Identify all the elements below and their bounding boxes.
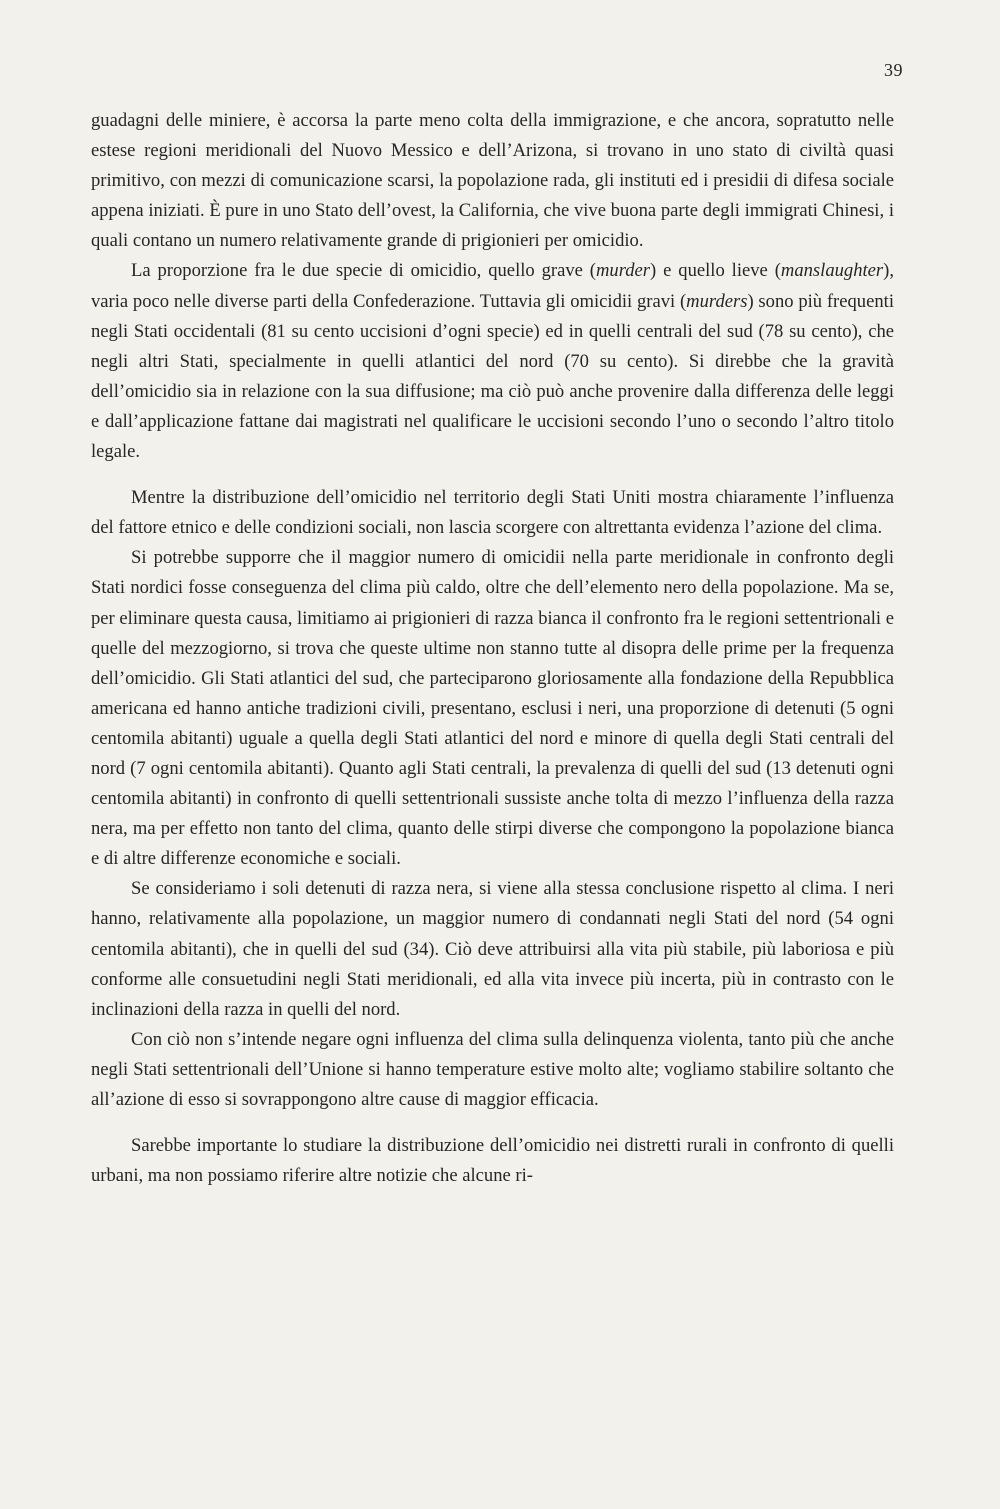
paragraph-text-segment: ), varia poco nelle diverse parti della Confederazione. Tuttavia gli omicidii gravi ( [91, 260, 895, 312]
body-text [91, 106, 894, 1191]
paragraph-text-segment: ) sono più frequenti negli Stati occidentali (81 su cento uccisioni d’ogni specie) ed in quelli centrali del sud (78 su cento), che negli altri Stati, specialmente in quelli atlantici del nord (70 su cento). Si direbbe che la gravità dell’omicidio sia in relazione con la sua diffusione; ma ciò può anche provenire dalla differenza delle leggi e dall’applicazione fattane dai magistrati nel qualificare le uccisioni secondo l’uno o secondo l’altro titolo legale. [91, 290, 894, 463]
italic-term-murders: murders [686, 290, 748, 312]
italic-term-manslaughter: manslaughter [780, 260, 884, 282]
paragraph-climate-influence: Con ciò non s’intende negare ogni influenza del clima sulla delinquenza violenta, tanto più che anche negli Stati settentrionali dell’Unione si hanno temperature estive molto alte; vogliamo stabilire soltanto che all’azione di esso si sovrappongono altre cause di maggior efficacia. [91, 1028, 894, 1110]
paragraph-white-prisoners: Si potrebbe supporre che il maggior numero di omicidii nella parte meridionale in confronto degli Stati nordici fosse conseguenza del clima più caldo, oltre che dell’elemento nero della popolazione. Ma se, per eliminare questa causa, limitiamo ai prigionieri di razza bianca il confronto fra le regioni settentrionali e quelle del mezzogiorno, si trova che queste ultime non stanno tutte al disopra delle prime per la frequenza dell’omicidio. Gli Stati atlantici del sud, che parteciparono gloriosamente alla fondazione della Repubblica americana ed hanno antiche tradizioni civili, presentano, esclusi i neri, una proporzione di detenuti (5 ogni centomila abitanti) uguale a quella degli Stati atlantici del nord e minore di quella degli Stati centrali del nord (7 ogni centomila abitanti). Quanto agli Stati centrali, la prevalenza di quelli del sud (13 detenuti ogni centomila abitanti) in confronto di quelli settentrionali sussiste anche tolta di mezzo l’influenza della razza nera, ma per effetto non tanto del clima, quanto delle stirpi diverse che compongono la popolazione bianca e di altre differenze economiche e sociali. [91, 547, 894, 870]
page-number: 39 [884, 60, 903, 80]
paragraph-homicide-types [91, 256, 894, 467]
italic-term-murder: murder [595, 260, 651, 282]
paragraph-text-segment: La proporzione fra le due specie di omicidio, quello grave ( [131, 260, 596, 282]
paragraph-continuation: guadagni delle miniere, è accorsa la parte meno colta della immigrazione, e che ancora, sopratutto nelle estese regioni meridionali del Nuovo Messico e dell’Arizona, si trovano in uno stato di civiltà quasi primitivo, con mezzi di comunicazione scarsi, la popolazione rada, gli instituti ed i presidii di difesa sociale appena iniziati. È pure in uno Stato dell’ovest, la California, che vive buona parte degli immigrati Chinesi, i quali contano un numero relativamente grande di prigionieri per omicidio. [91, 110, 894, 252]
paragraph-climate-intro: Mentre la distribuzione dell’omicidio nel territorio degli Stati Uniti mostra chiaramente l’influenza del fattore etnico e delle condizioni sociali, non lascia scorgere con altrettanta evidenza l’azione del clima. [91, 487, 894, 539]
paragraph-text-segment: ) e quello lieve ( [650, 260, 781, 282]
paragraph-rural-urban: Sarebbe importante lo studiare la distribuzione dell’omicidio nei distretti rurali in confronto di quelli urbani, ma non possiamo riferire altre notizie che alcune ri- [91, 1135, 894, 1187]
paragraph-black-prisoners: Se consideriamo i soli detenuti di razza nera, si viene alla stessa conclusione rispetto al clima. I neri hanno, relativamente alla popolazione, un maggior numero di condannati negli Stati del nord (54 ogni centomila abitanti), che in quelli del sud (34). Ciò deve attribuirsi alla vita più stabile, più laboriosa e più conforme alle consuetudini negli Stati meridionali, ed alla vita invece più incerta, più in contrasto con le inclinazioni della razza in quelli del nord. [91, 878, 894, 1020]
